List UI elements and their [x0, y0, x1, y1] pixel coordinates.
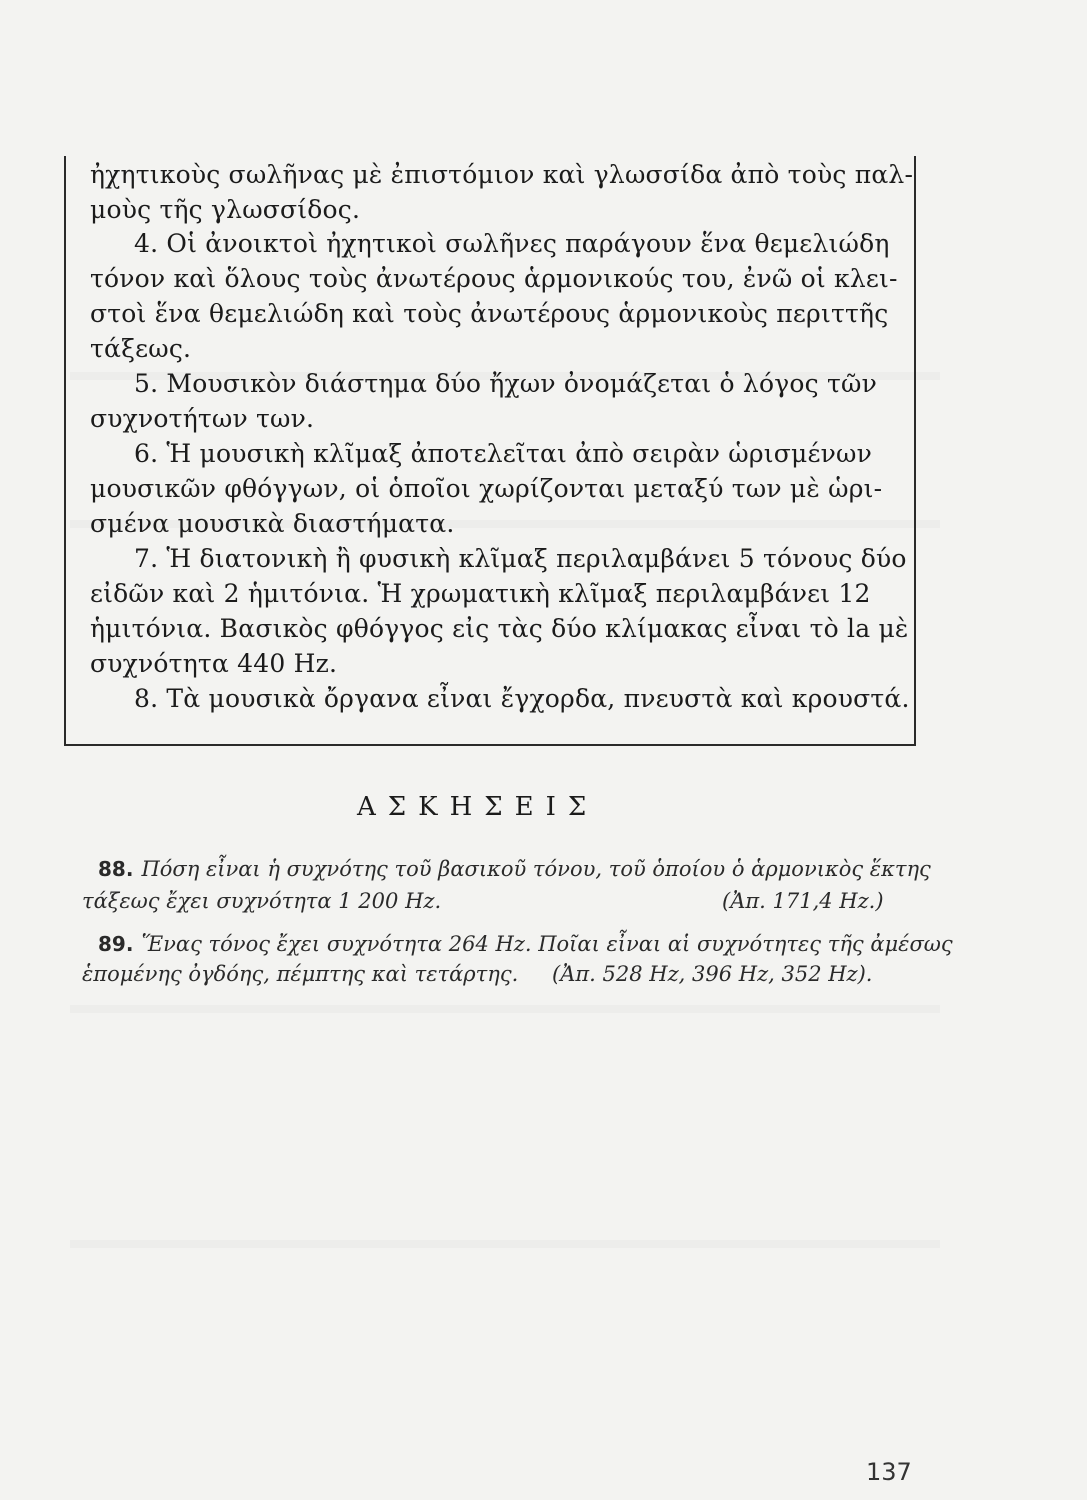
summary-line: μοὺς τῆς γλωσσίδος.	[90, 195, 361, 224]
summary-item-4: 4. Οἱ ἀνοικτοὶ ἠχητικοὶ σωλῆνες παράγουν ἕνα θεμελιώδη	[134, 229, 890, 258]
exercises-heading: ΑΣΚΗΣΕΙΣ	[357, 792, 599, 822]
page-number: 137	[866, 1458, 912, 1486]
summary-line: ἠχητικοὺς σωλῆνας μὲ ἐπιστόμιον καὶ γλωσσίδα ἀπὸ τοὺς παλ-	[90, 160, 914, 189]
exercise-number: 88.	[98, 857, 134, 881]
bleed-through-shading	[70, 1005, 940, 1013]
summary-line: σμένα μουσικὰ διαστήματα.	[90, 509, 455, 538]
exercise-88-answer: (Ἀπ. 171,4 Hz.)	[722, 889, 884, 913]
summary-line: ἡμιτόνια. Βασικὸς φθόγγος εἰς τὰς δύο κλίμακας εἶναι τὸ la μὲ	[90, 614, 909, 643]
exercise-88-line1	[98, 857, 931, 881]
summary-line: στοὶ ἕνα θεμελιώδη καὶ τοὺς ἀνωτέρους ἁρμονικοὺς περιττῆς	[90, 299, 889, 328]
summary-line: τόνον καὶ ὅλους τοὺς ἀνωτέρους ἁρμονικούς του, ἐνῶ οἱ κλει-	[90, 264, 898, 293]
exercise-number: 89.	[98, 932, 134, 956]
exercise-89-line2: ἑπομένης ὀγδόης, πέμπτης καὶ τετάρτης.	[82, 962, 519, 986]
summary-line: συχνοτήτων των.	[90, 404, 315, 433]
summary-line: τάξεως.	[90, 334, 192, 363]
exercise-text: Πόση εἶναι ἡ συχνότης τοῦ βασικοῦ τόνου, τοῦ ὁποίου ὁ ἁρμονικὸς ἕκτης	[141, 857, 931, 881]
exercise-text: Ἕνας τόνος ἔχει συχνότητα 264 Hz. Ποῖαι εἶναι αἱ συχνότητες τῆς ἀμέσως	[141, 932, 953, 956]
exercise-89-line1	[98, 932, 953, 956]
summary-item-8: 8. Τὰ μουσικὰ ὄργανα εἶναι ἔγχορδα, πνευστὰ καὶ κρουστά.	[134, 684, 910, 713]
bleed-through-shading	[70, 1240, 940, 1248]
exercise-88-line2: τάξεως ἔχει συχνότητα 1 200 Hz.	[82, 889, 442, 913]
summary-item-5: 5. Μουσικὸν διάστημα δύο ἤχων ὀνομάζεται ὁ λόγος τῶν	[134, 369, 877, 398]
summary-item-6: 6. Ἡ μουσικὴ κλῖμαξ ἀποτελεῖται ἀπὸ σειρὰν ὡρισμένων	[134, 439, 872, 468]
summary-line: εἰδῶν καὶ 2 ἡμιτόνια. Ἡ χρωματικὴ κλῖμαξ περιλαμβάνει 12	[90, 579, 871, 608]
summary-item-7: 7. Ἡ διατονικὴ ἢ φυσικὴ κλῖμαξ περιλαμβάνει 5 τόνους δύο	[134, 544, 907, 573]
summary-line: μουσικῶν φθόγγων, οἱ ὁποῖοι χωρίζονται μεταξύ των μὲ ὡρι-	[90, 474, 883, 503]
exercise-89-answer: (Ἀπ. 528 Hz, 396 Hz, 352 Hz).	[552, 962, 873, 986]
summary-line: συχνότητα 440 Hz.	[90, 649, 338, 678]
